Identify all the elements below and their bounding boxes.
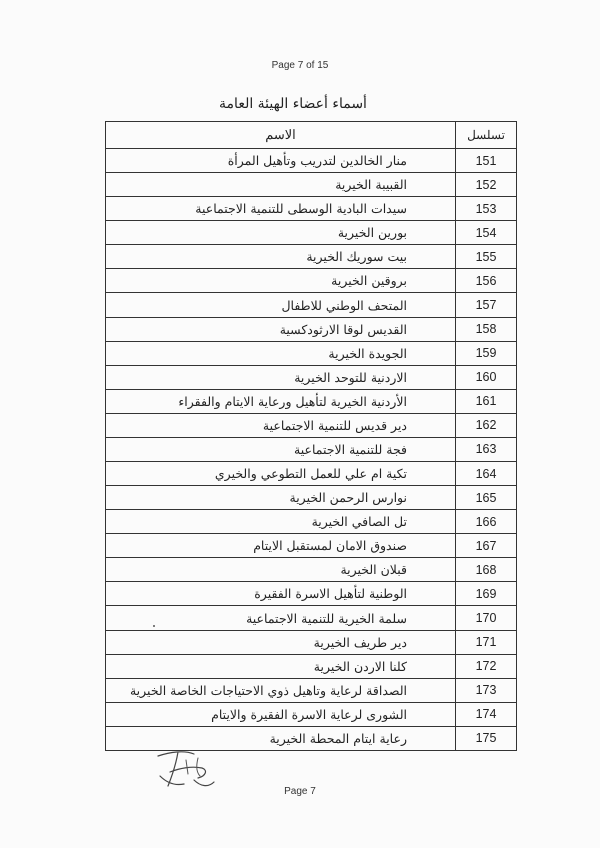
- name-column-header: الاسم: [106, 122, 456, 149]
- serial-number: 157: [456, 293, 517, 317]
- serial-number: 154: [456, 221, 517, 245]
- table-row: [106, 558, 517, 582]
- serial-number: 163: [456, 437, 517, 461]
- table-row: [106, 197, 517, 221]
- serial-number: 164: [456, 462, 517, 486]
- document-title: أسماء أعضاء الهيئة العامة: [219, 96, 367, 112]
- member-name: المتحف الوطني للاطفال: [106, 293, 456, 317]
- table-row: [106, 173, 517, 197]
- page-footer: Page 7: [284, 786, 316, 797]
- table-header-row: [106, 122, 517, 149]
- serial-number: 168: [456, 558, 517, 582]
- serial-number: 167: [456, 534, 517, 558]
- member-name: تكية ام علي للعمل التطوعي والخيري: [106, 462, 456, 486]
- table-row: [106, 510, 517, 534]
- member-name: بورين الخيرية: [106, 221, 456, 245]
- member-name: بيت سوريك الخيرية: [106, 245, 456, 269]
- page-header: Page 7 of 15: [271, 60, 329, 71]
- serial-number: 151: [456, 149, 517, 173]
- serial-number: 175: [456, 726, 517, 750]
- member-name: بروقين الخيرية: [106, 269, 456, 293]
- serial-number: 173: [456, 678, 517, 702]
- member-name: القديس لوقا الارثودكسية: [106, 317, 456, 341]
- member-name: الجويدة الخيرية: [106, 341, 456, 365]
- serial-number: 152: [456, 173, 517, 197]
- member-name: نوارس الرحمن الخيرية: [106, 486, 456, 510]
- table-row: [106, 437, 517, 461]
- member-name: منار الخالدين لتدريب وتأهيل المرأة: [106, 149, 456, 173]
- member-name: القبيبة الخيرية: [106, 173, 456, 197]
- serial-number: 156: [456, 269, 517, 293]
- table-row: [106, 413, 517, 437]
- serial-number: 172: [456, 654, 517, 678]
- members-table: [105, 121, 517, 751]
- table-row: [106, 341, 517, 365]
- table-row: [106, 534, 517, 558]
- serial-number: 170: [456, 606, 517, 630]
- member-name: دير قديس للتنمية الاجتماعية: [106, 413, 456, 437]
- serial-number: 162: [456, 413, 517, 437]
- serial-number: 158: [456, 317, 517, 341]
- table-row: [106, 486, 517, 510]
- member-name: كلنا الاردن الخيرية: [106, 654, 456, 678]
- stray-mark: [153, 625, 155, 627]
- table-row: [106, 149, 517, 173]
- member-name: صندوق الامان لمستقبل الايتام: [106, 534, 456, 558]
- table-row: [106, 269, 517, 293]
- member-name: رعاية ايتام المحطة الخيرية: [106, 726, 456, 750]
- members-table-body: [106, 149, 517, 751]
- table-row: [106, 317, 517, 341]
- table-row: [106, 678, 517, 702]
- table-row: [106, 365, 517, 389]
- table-row: [106, 462, 517, 486]
- member-name: الصداقة لرعاية وتاهيل ذوي الاحتياجات الخاصة الخيرية: [106, 678, 456, 702]
- member-name: الأردنية الخيرية لتأهيل ورعاية الايتام والفقراء: [106, 389, 456, 413]
- table-row: [106, 245, 517, 269]
- serial-number: 166: [456, 510, 517, 534]
- table-row: [106, 221, 517, 245]
- serial-number: 159: [456, 341, 517, 365]
- table-row: [106, 293, 517, 317]
- member-name: الاردنية للتوحد الخيرية: [106, 365, 456, 389]
- serial-number: 174: [456, 702, 517, 726]
- member-name: قبلان الخيرية: [106, 558, 456, 582]
- member-name: دير طريف الخيرية: [106, 630, 456, 654]
- serial-column-header: تسلسل: [456, 122, 517, 149]
- serial-number: 160: [456, 365, 517, 389]
- table-row: [106, 630, 517, 654]
- serial-number: 165: [456, 486, 517, 510]
- serial-number: 171: [456, 630, 517, 654]
- member-name: تل الصافي الخيرية: [106, 510, 456, 534]
- serial-number: 153: [456, 197, 517, 221]
- serial-number: 155: [456, 245, 517, 269]
- table-row: [106, 582, 517, 606]
- serial-number: 161: [456, 389, 517, 413]
- member-name: الشورى لرعاية الاسرة الفقيرة والايتام: [106, 702, 456, 726]
- member-name: فجة للتنمية الاجتماعية: [106, 437, 456, 461]
- table-row: [106, 702, 517, 726]
- member-name: الوطنية لتأهيل الاسرة الفقيرة: [106, 582, 456, 606]
- table-row: [106, 606, 517, 630]
- serial-number: 169: [456, 582, 517, 606]
- table-row: [106, 389, 517, 413]
- member-name: سيدات البادية الوسطى للتنمية الاجتماعية: [106, 197, 456, 221]
- table-row: [106, 654, 517, 678]
- member-name: سلمة الخيرية للتنمية الاجتماعية: [106, 606, 456, 630]
